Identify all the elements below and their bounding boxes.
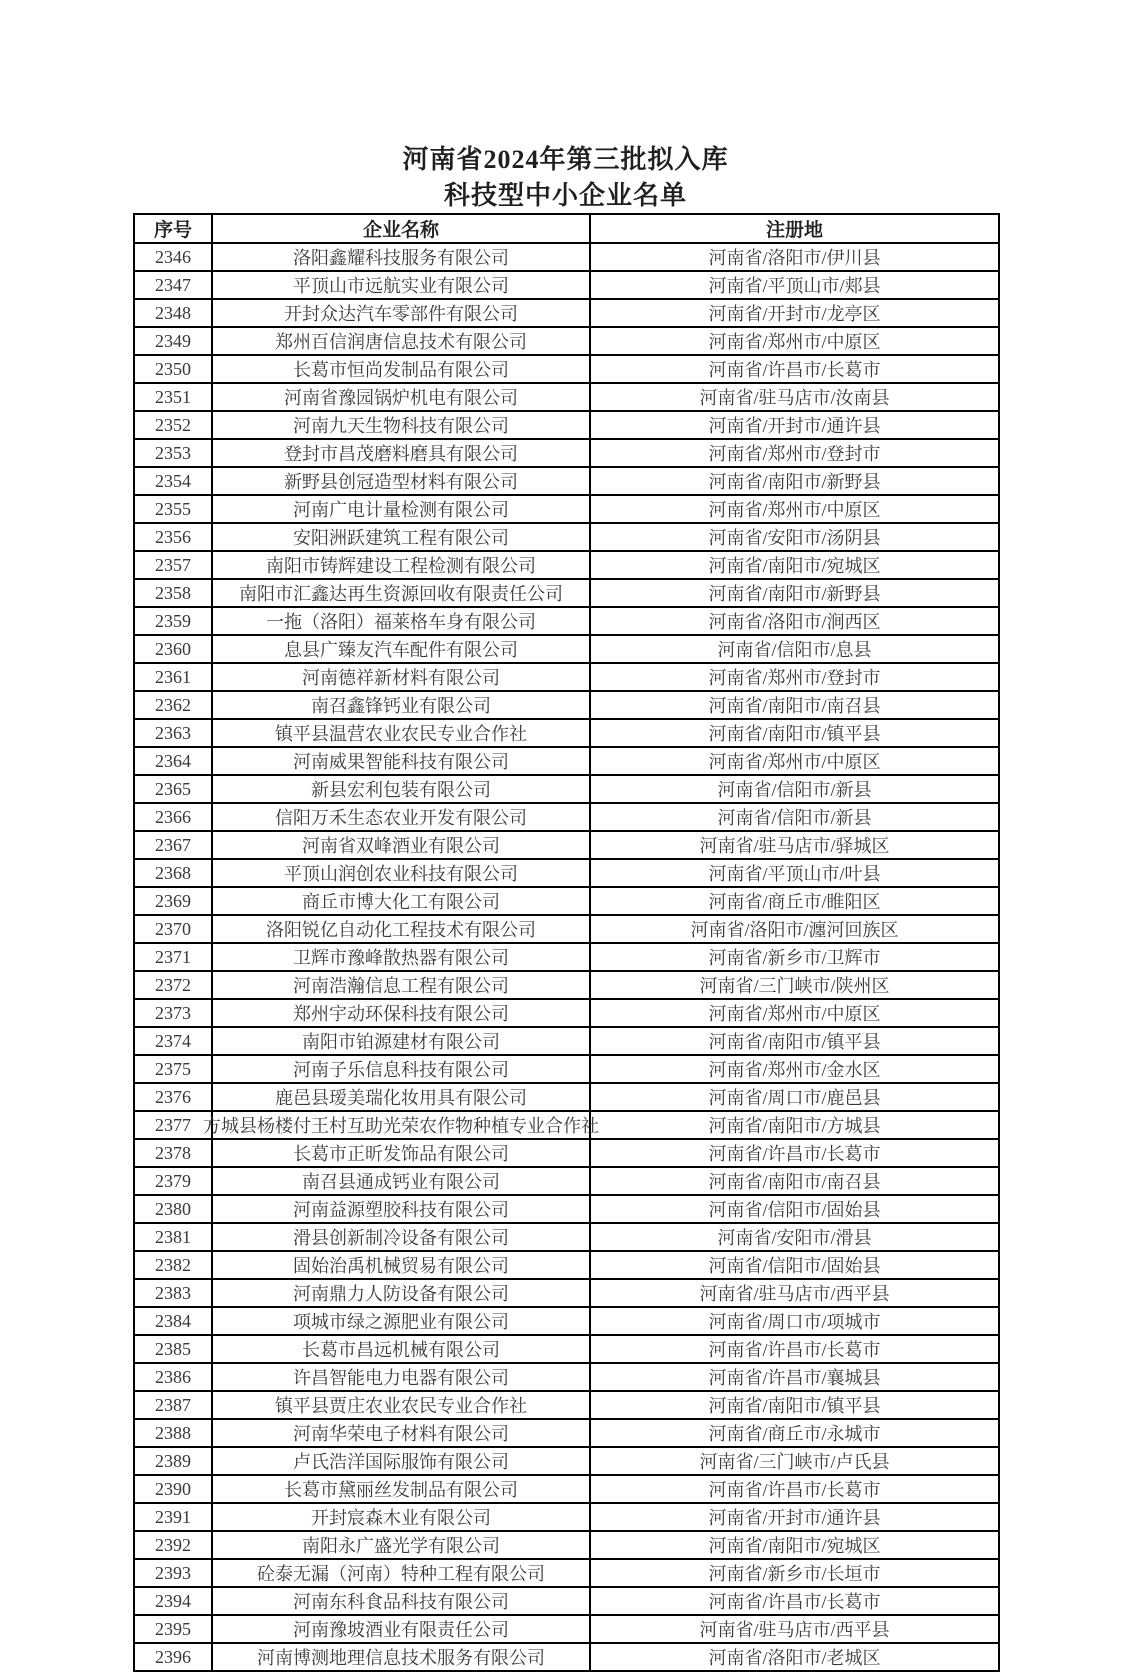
page-title-line1: 河南省2024年第三批拟入库 [402, 145, 729, 174]
row-company-name-cell [212, 1363, 590, 1391]
row-company-name: 商丘市博大化工有限公司 [302, 892, 500, 912]
row-location-cell: 河南省/洛阳市/老城区 [590, 1643, 999, 1671]
row-company-name: 河南鼎力人防设备有限公司 [293, 1284, 509, 1304]
row-seq-cell: 2352 [134, 411, 212, 439]
row-seq-cell: 2357 [134, 551, 212, 579]
row-company-name: 息县广臻友汽车配件有限公司 [284, 640, 518, 660]
row-location-cell: 河南省/信阳市/息县 [590, 635, 999, 663]
table-row [134, 1559, 999, 1587]
row-company-name-cell [212, 1223, 590, 1251]
row-company-name-cell [212, 803, 590, 831]
row-seq-cell: 2377 [134, 1111, 212, 1139]
row-company-name-cell [212, 495, 590, 523]
table-header [134, 214, 999, 243]
row-company-name: 信阳万禾生态农业开发有限公司 [275, 808, 527, 828]
row-location-cell: 河南省/许昌市/长葛市 [590, 355, 999, 383]
table-row [134, 1083, 999, 1111]
table-row [134, 1223, 999, 1251]
row-company-name-cell [212, 943, 590, 971]
row-seq-cell: 2356 [134, 523, 212, 551]
row-location-cell: 河南省/安阳市/汤阴县 [590, 523, 999, 551]
row-company-name-cell [212, 1503, 590, 1531]
row-seq-cell: 2369 [134, 887, 212, 915]
row-location-cell: 河南省/郑州市/中原区 [590, 495, 999, 523]
table-row [134, 971, 999, 999]
table-row [134, 747, 999, 775]
table-row [134, 1531, 999, 1559]
row-location-cell: 河南省/南阳市/镇平县 [590, 1391, 999, 1419]
row-company-name-cell [212, 607, 590, 635]
row-company-name: 长葛市正昕发饰品有限公司 [293, 1144, 509, 1164]
row-location-cell: 河南省/三门峡市/陕州区 [590, 971, 999, 999]
table-row [134, 383, 999, 411]
row-company-name-cell [212, 1587, 590, 1615]
table-row [134, 523, 999, 551]
row-company-name-cell [212, 887, 590, 915]
row-location-cell: 河南省/郑州市/登封市 [590, 439, 999, 467]
row-seq-cell: 2346 [134, 243, 212, 271]
row-location-cell: 河南省/新乡市/长垣市 [590, 1559, 999, 1587]
row-company-name-cell [212, 775, 590, 803]
row-location-cell: 河南省/信阳市/新县 [590, 775, 999, 803]
row-seq-cell: 2394 [134, 1587, 212, 1615]
table-row [134, 775, 999, 803]
row-location-cell: 河南省/商丘市/永城市 [590, 1419, 999, 1447]
row-location-cell: 河南省/郑州市/中原区 [590, 747, 999, 775]
row-location-cell: 河南省/平顶山市/郏县 [590, 271, 999, 299]
table-row [134, 635, 999, 663]
row-seq-cell: 2376 [134, 1083, 212, 1111]
row-location-cell: 河南省/南阳市/宛城区 [590, 551, 999, 579]
row-company-name: 河南华荣电子材料有限公司 [293, 1424, 509, 1444]
row-seq-cell: 2353 [134, 439, 212, 467]
table-row [134, 1055, 999, 1083]
row-company-name: 河南广电计量检测有限公司 [293, 500, 509, 520]
row-company-name-cell [212, 1055, 590, 1083]
table-row [134, 1335, 999, 1363]
row-company-name-cell [212, 579, 590, 607]
table-row [134, 887, 999, 915]
row-company-name: 镇平县温营农业农民专业合作社 [275, 724, 527, 744]
table-row [134, 1167, 999, 1195]
table-row [134, 691, 999, 719]
table-row [134, 1363, 999, 1391]
row-location-cell: 河南省/郑州市/中原区 [590, 327, 999, 355]
table-row [134, 1307, 999, 1335]
table-row [134, 1447, 999, 1475]
table-row [134, 411, 999, 439]
row-company-name: 南阳市汇鑫达再生资源回收有限责任公司 [239, 584, 563, 604]
row-company-name: 河南省豫园锅炉机电有限公司 [284, 388, 518, 408]
table-row [134, 1139, 999, 1167]
table-row [134, 803, 999, 831]
row-seq-cell: 2371 [134, 943, 212, 971]
row-company-name-cell [212, 523, 590, 551]
table-row [134, 551, 999, 579]
row-location-cell: 河南省/洛阳市/伊川县 [590, 243, 999, 271]
row-location-cell: 河南省/信阳市/固始县 [590, 1251, 999, 1279]
row-location-cell: 河南省/许昌市/襄城县 [590, 1363, 999, 1391]
row-seq-cell: 2368 [134, 859, 212, 887]
row-seq-cell: 2372 [134, 971, 212, 999]
row-company-name-cell [212, 467, 590, 495]
row-company-name: 开封宸森木业有限公司 [311, 1508, 491, 1528]
row-company-name: 河南豫坡酒业有限责任公司 [293, 1620, 509, 1640]
row-seq-cell: 2385 [134, 1335, 212, 1363]
row-seq-cell: 2392 [134, 1531, 212, 1559]
row-location-cell: 河南省/南阳市/方城县 [590, 1111, 999, 1139]
row-seq-cell: 2384 [134, 1307, 212, 1335]
row-location-cell: 河南省/郑州市/登封市 [590, 663, 999, 691]
table-row [134, 243, 999, 271]
row-company-name: 南召鑫锋钙业有限公司 [311, 696, 491, 716]
table-header-row [134, 214, 999, 243]
row-company-name-cell [212, 1167, 590, 1195]
table-row [134, 327, 999, 355]
row-seq-cell: 2349 [134, 327, 212, 355]
row-company-name: 河南子乐信息科技有限公司 [293, 1060, 509, 1080]
row-company-name-cell [212, 243, 590, 271]
row-seq-cell: 2360 [134, 635, 212, 663]
table-row [134, 579, 999, 607]
row-company-name: 登封市昌茂磨料磨具有限公司 [284, 444, 518, 464]
row-seq-cell: 2350 [134, 355, 212, 383]
row-seq-cell: 2373 [134, 999, 212, 1027]
row-company-name-cell [212, 747, 590, 775]
table-row [134, 271, 999, 299]
company-table [133, 213, 1000, 1672]
row-company-name-cell [212, 1447, 590, 1475]
row-company-name-cell [212, 1419, 590, 1447]
row-company-name: 河南省双峰酒业有限公司 [302, 836, 500, 856]
row-seq-cell: 2389 [134, 1447, 212, 1475]
row-company-name-cell [212, 1559, 590, 1587]
header-seq: 序号 [134, 214, 212, 243]
row-location-cell: 河南省/南阳市/新野县 [590, 579, 999, 607]
row-company-name-cell [212, 971, 590, 999]
table-row [134, 439, 999, 467]
row-company-name: 镇平县贾庄农业农民专业合作社 [275, 1396, 527, 1416]
row-location-cell: 河南省/南阳市/南召县 [590, 691, 999, 719]
row-company-name: 长葛市黛丽丝发制品有限公司 [284, 1480, 518, 1500]
table-row [134, 999, 999, 1027]
row-company-name: 南阳永广盛光学有限公司 [302, 1536, 500, 1556]
row-company-name-cell [212, 439, 590, 467]
row-company-name-cell [212, 1643, 590, 1671]
row-company-name: 固始治禹机械贸易有限公司 [293, 1256, 509, 1276]
row-seq-cell: 2378 [134, 1139, 212, 1167]
page-title-line2: 科技型中小企业名单 [443, 181, 687, 210]
row-seq-cell: 2355 [134, 495, 212, 523]
table-row [134, 831, 999, 859]
row-company-name: 河南九天生物科技有限公司 [293, 416, 509, 436]
row-seq-cell: 2395 [134, 1615, 212, 1643]
table-row [134, 1475, 999, 1503]
row-company-name: 河南威果智能科技有限公司 [293, 752, 509, 772]
row-company-name-cell [212, 999, 590, 1027]
row-company-name: 新野县创冠造型材料有限公司 [284, 472, 518, 492]
header-company-name: 企业名称 [212, 214, 590, 243]
row-company-name: 郑州百信润唐信息技术有限公司 [275, 332, 527, 352]
table-row [134, 1279, 999, 1307]
row-company-name-cell [212, 1139, 590, 1167]
row-company-name: 卫辉市豫峰散热器有限公司 [293, 948, 509, 968]
row-seq-cell: 2388 [134, 1419, 212, 1447]
table-row [134, 859, 999, 887]
row-company-name-cell [212, 719, 590, 747]
row-company-name: 项城市绿之源肥业有限公司 [293, 1312, 509, 1332]
row-company-name: 郑州宇动环保科技有限公司 [293, 1004, 509, 1024]
row-company-name-cell [212, 915, 590, 943]
row-company-name: 南阳市铸辉建设工程检测有限公司 [266, 556, 536, 576]
table-row [134, 1027, 999, 1055]
row-location-cell: 河南省/郑州市/中原区 [590, 999, 999, 1027]
row-seq-cell: 2367 [134, 831, 212, 859]
row-company-name: 洛阳鑫耀科技服务有限公司 [293, 248, 509, 268]
row-location-cell: 河南省/开封市/龙亭区 [590, 299, 999, 327]
table-row [134, 1251, 999, 1279]
row-company-name-cell [212, 1279, 590, 1307]
row-seq-cell: 2374 [134, 1027, 212, 1055]
table-row [134, 1643, 999, 1671]
row-company-name-cell [212, 355, 590, 383]
row-company-name: 一拖（洛阳）福莱格车身有限公司 [266, 612, 536, 632]
row-location-cell: 河南省/开封市/通许县 [590, 1503, 999, 1531]
header-location: 注册地 [590, 214, 999, 243]
row-location-cell: 河南省/驻马店市/汝南县 [590, 383, 999, 411]
row-company-name: 新县宏利包装有限公司 [311, 780, 491, 800]
table-row [134, 355, 999, 383]
row-seq-cell: 2386 [134, 1363, 212, 1391]
row-location-cell: 河南省/新乡市/卫辉市 [590, 943, 999, 971]
row-location-cell: 河南省/许昌市/长葛市 [590, 1475, 999, 1503]
row-location-cell: 河南省/驻马店市/西平县 [590, 1279, 999, 1307]
table-row [134, 1111, 999, 1139]
row-company-name: 南召县通成钙业有限公司 [302, 1172, 500, 1192]
row-company-name-cell [212, 1615, 590, 1643]
row-company-name-cell [212, 1475, 590, 1503]
table-row [134, 1391, 999, 1419]
row-company-name-cell [212, 383, 590, 411]
row-location-cell: 河南省/南阳市/镇平县 [590, 1027, 999, 1055]
row-seq-cell: 2364 [134, 747, 212, 775]
row-location-cell: 河南省/周口市/鹿邑县 [590, 1083, 999, 1111]
table-row [134, 1419, 999, 1447]
row-company-name: 开封众达汽车零部件有限公司 [284, 304, 518, 324]
row-seq-cell: 2370 [134, 915, 212, 943]
row-seq-cell: 2359 [134, 607, 212, 635]
row-company-name: 滑县创新制冷设备有限公司 [293, 1228, 509, 1248]
row-location-cell: 河南省/信阳市/新县 [590, 803, 999, 831]
table-row [134, 299, 999, 327]
table-row [134, 1503, 999, 1531]
row-seq-cell: 2380 [134, 1195, 212, 1223]
row-seq-cell: 2383 [134, 1279, 212, 1307]
row-company-name: 方城县杨楼付王村互助光荣农作物种植专业合作社 [203, 1116, 599, 1136]
row-company-name: 河南浩瀚信息工程有限公司 [293, 976, 509, 996]
row-company-name: 平顶山市远航实业有限公司 [293, 276, 509, 296]
table-row [134, 943, 999, 971]
table-row [134, 1615, 999, 1643]
row-location-cell: 河南省/洛阳市/瀍河回族区 [590, 915, 999, 943]
row-seq-cell: 2351 [134, 383, 212, 411]
row-location-cell: 河南省/南阳市/南召县 [590, 1167, 999, 1195]
row-company-name: 卢氏浩洋国际服饰有限公司 [293, 1452, 509, 1472]
row-company-name-cell [212, 1307, 590, 1335]
row-company-name-cell [212, 327, 590, 355]
table-body [134, 243, 999, 1671]
row-location-cell: 河南省/南阳市/镇平县 [590, 719, 999, 747]
row-seq-cell: 2366 [134, 803, 212, 831]
row-company-name: 河南东科食品科技有限公司 [293, 1592, 509, 1612]
row-location-cell: 河南省/驻马店市/驿城区 [590, 831, 999, 859]
row-company-name-cell [212, 1195, 590, 1223]
table-row [134, 467, 999, 495]
row-location-cell: 河南省/安阳市/滑县 [590, 1223, 999, 1251]
row-company-name: 长葛市恒尚发制品有限公司 [293, 360, 509, 380]
row-location-cell: 河南省/许昌市/长葛市 [590, 1335, 999, 1363]
row-seq-cell: 2391 [134, 1503, 212, 1531]
row-company-name: 平顶山润创农业科技有限公司 [284, 864, 518, 884]
row-company-name: 河南博测地理信息技术服务有限公司 [257, 1648, 545, 1668]
row-company-name-cell [212, 271, 590, 299]
row-company-name: 南阳市铂源建材有限公司 [302, 1032, 500, 1052]
table-row [134, 1587, 999, 1615]
row-company-name-cell [212, 551, 590, 579]
table-row [134, 1195, 999, 1223]
row-seq-cell: 2393 [134, 1559, 212, 1587]
row-company-name-cell [212, 1027, 590, 1055]
row-company-name-cell [212, 1391, 590, 1419]
row-company-name-cell [212, 831, 590, 859]
row-company-name-cell [212, 1251, 590, 1279]
row-location-cell: 河南省/开封市/通许县 [590, 411, 999, 439]
row-company-name: 河南德祥新材料有限公司 [302, 668, 500, 688]
row-company-name-cell [212, 635, 590, 663]
row-company-name-cell [212, 691, 590, 719]
row-seq-cell: 2379 [134, 1167, 212, 1195]
row-company-name-cell [212, 411, 590, 439]
row-seq-cell: 2365 [134, 775, 212, 803]
row-seq-cell: 2382 [134, 1251, 212, 1279]
row-seq-cell: 2347 [134, 271, 212, 299]
row-company-name: 许昌智能电力电器有限公司 [293, 1368, 509, 1388]
row-location-cell: 河南省/许昌市/长葛市 [590, 1139, 999, 1167]
row-location-cell: 河南省/三门峡市/卢氏县 [590, 1447, 999, 1475]
row-location-cell: 河南省/郑州市/金水区 [590, 1055, 999, 1083]
row-company-name-cell [212, 859, 590, 887]
table-row [134, 719, 999, 747]
row-company-name: 长葛市昌远机械有限公司 [302, 1340, 500, 1360]
table-row [134, 663, 999, 691]
row-seq-cell: 2354 [134, 467, 212, 495]
row-company-name-cell [212, 663, 590, 691]
row-location-cell: 河南省/洛阳市/涧西区 [590, 607, 999, 635]
row-company-name-cell [212, 1335, 590, 1363]
row-location-cell: 河南省/信阳市/固始县 [590, 1195, 999, 1223]
row-seq-cell: 2362 [134, 691, 212, 719]
row-company-name: 河南益源塑胶科技有限公司 [293, 1200, 509, 1220]
row-location-cell: 河南省/商丘市/睢阳区 [590, 887, 999, 915]
row-location-cell: 河南省/南阳市/新野县 [590, 467, 999, 495]
table-row [134, 495, 999, 523]
row-company-name: 安阳洲跃建筑工程有限公司 [293, 528, 509, 548]
row-location-cell: 河南省/驻马店市/西平县 [590, 1615, 999, 1643]
row-location-cell: 河南省/周口市/项城市 [590, 1307, 999, 1335]
row-seq-cell: 2348 [134, 299, 212, 327]
row-seq-cell: 2390 [134, 1475, 212, 1503]
row-seq-cell: 2361 [134, 663, 212, 691]
row-seq-cell: 2381 [134, 1223, 212, 1251]
row-seq-cell: 2387 [134, 1391, 212, 1419]
row-seq-cell: 2363 [134, 719, 212, 747]
row-company-name-cell [212, 299, 590, 327]
table-row [134, 915, 999, 943]
row-company-name: 洛阳锐亿自动化工程技术有限公司 [266, 920, 536, 940]
row-location-cell: 河南省/平顶山市/叶县 [590, 859, 999, 887]
row-seq-cell: 2375 [134, 1055, 212, 1083]
row-seq-cell: 2358 [134, 579, 212, 607]
row-company-name: 鹿邑县瑷美瑞化妆用具有限公司 [275, 1088, 527, 1108]
row-company-name-cell [203, 1111, 599, 1139]
row-location-cell: 河南省/南阳市/宛城区 [590, 1531, 999, 1559]
row-seq-cell: 2396 [134, 1643, 212, 1671]
row-company-name: 砼泰无漏（河南）特种工程有限公司 [257, 1564, 545, 1584]
row-company-name-cell [212, 1083, 590, 1111]
row-company-name-cell [212, 1531, 590, 1559]
row-location-cell: 河南省/许昌市/长葛市 [590, 1587, 999, 1615]
table-row [134, 607, 999, 635]
page-title [0, 142, 1131, 214]
